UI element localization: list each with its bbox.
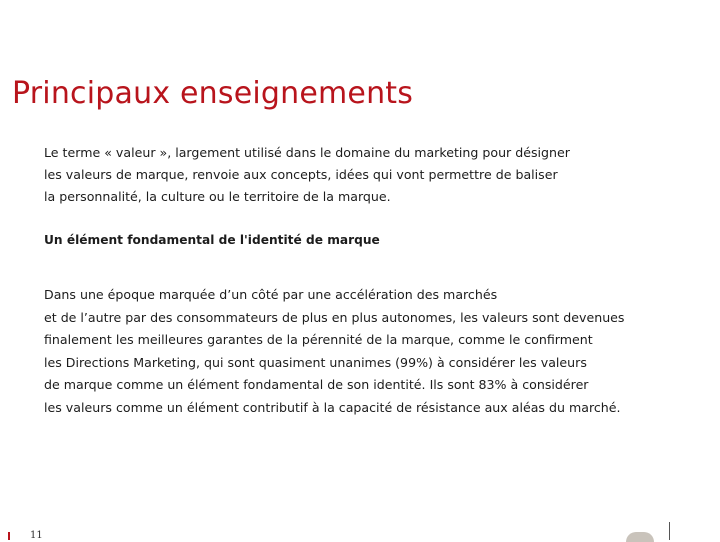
section-heading: Un élément fondamental de l'identité de marque [44,233,380,247]
slide-number-text: 11 [30,530,43,541]
intro-line: Le terme « valeur », largement utilisé dans le domaine du marketing pour désigner [44,145,570,160]
body-line: finalement les meilleures garantes de la pérennité de la marque, comme le confirment [44,332,593,348]
slide-title: Principaux enseignements [12,76,414,112]
body-paragraph [44,284,625,420]
slide-number [8,530,43,541]
footer-divider [669,522,670,540]
intro-line: la personnalité, la culture ou le territoire de la marque. [44,189,391,204]
logo-icon [626,532,654,542]
body-line: et de l’autre par des consommateurs de plus en plus autonomes, les valeurs sont devenues [44,309,625,325]
body-line: les Directions Marketing, qui sont quasiment unanimes (99%) à considérer les valeurs [44,354,587,370]
body-line: de marque comme un élément fondamental de son identité. Ils sont 83% à considérer [44,377,589,393]
body-line: Dans une époque marquée d’un côté par une accélération des marchés [44,287,498,302]
body-line: les valeurs comme un élément contributif à la capacité de résistance aux aléas du marché. [44,399,621,415]
intro-paragraph [44,142,570,208]
intro-line: les valeurs de marque, renvoie aux concepts, idées qui vont permettre de baliser [44,167,558,182]
